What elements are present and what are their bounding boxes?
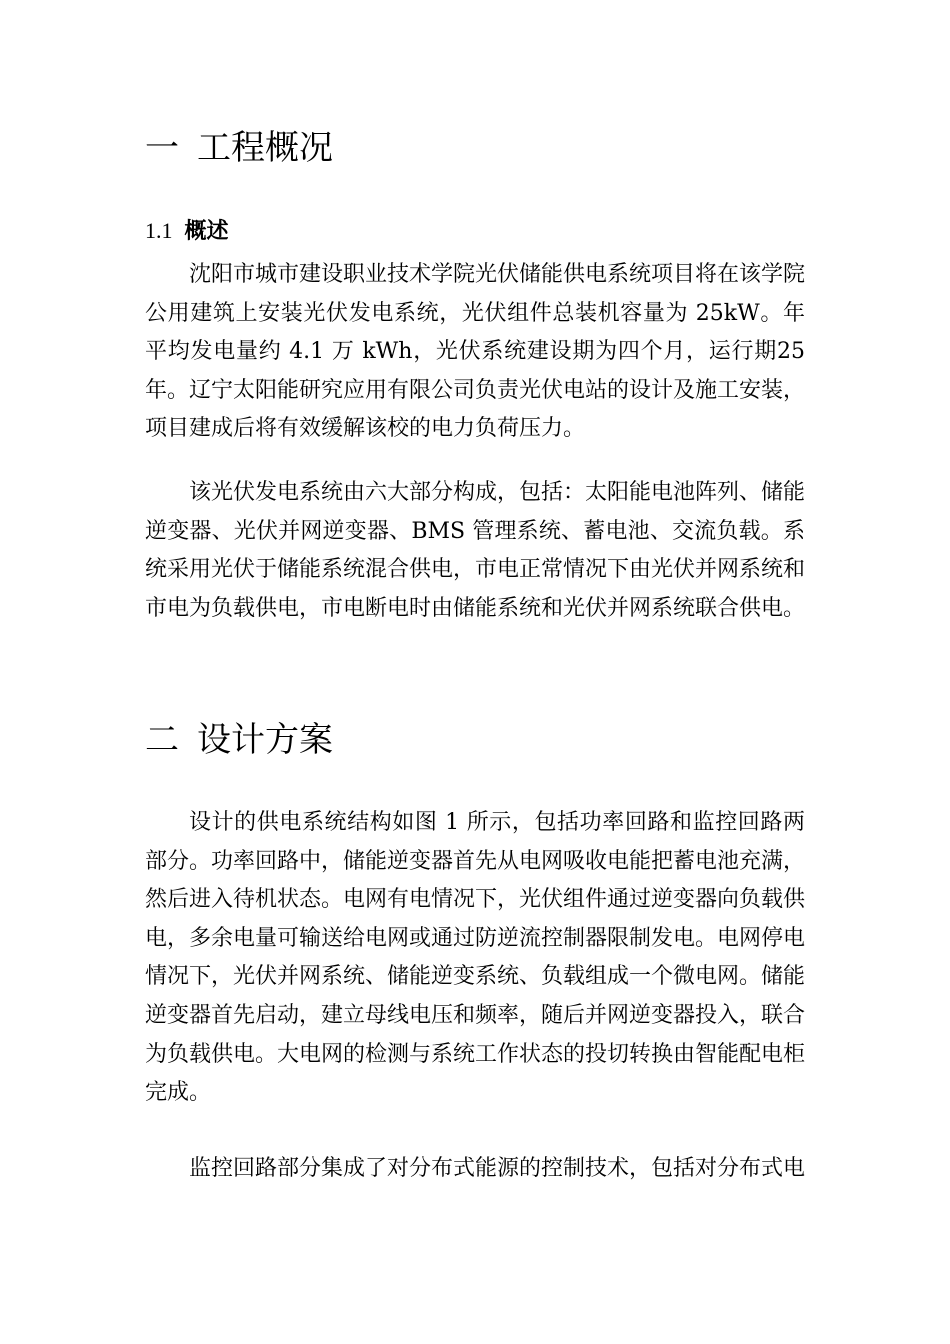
subsection-title: 概述: [184, 219, 229, 244]
body-paragraph: 监控回路部分集成了对分布式能源的控制技术，包括对分布式电: [189, 1156, 806, 1181]
body-paragraph: 设计的供电系统结构如图 1 所示，包括功率回路和监控回路两部分。功率回路中，储能逆变器首先从电网吸收电能把蓄电池充满，然后进入待机状态。电网有电情况下，光伏组件通过逆变器向负载供电，多余电量可输送给电网或通过防逆流控制器限制发电。电网停电情况下，光伏并网系统、储能逆变系统、负载组成一个微电网。储能逆变器首先启动，建立母线电压和频率，随后并网逆变器投入，联合为负载供电。大电网的检测与系统工作状态的投切转换由智能配电柜完成。: [145, 810, 806, 1106]
subsection-number: 1.1: [145, 218, 173, 243]
subsection-heading: [145, 214, 229, 249]
section-heading-1: [145, 128, 333, 168]
section-number: 二: [145, 720, 179, 760]
section-title: 设计方案: [197, 720, 333, 760]
section-heading-2: [145, 720, 333, 760]
body-paragraph: 该光伏发电系统由六大部分构成，包括：太阳能电池阵列、储能逆变器、光伏并网逆变器、BMS 管理系统、蓄电池、交流负载。系统采用光伏于储能系统混合供电，市电正常情况下由光伏并网系统和市电为负载供电，市电断电时由储能系统和光伏并网系统联合供电。: [145, 480, 806, 621]
body-paragraph: 沈阳市城市建设职业技术学院光伏储能供电系统项目将在该学院公用建筑上安装光伏发电系统，光伏组件总装机容量为 25kW。年平均发电量约 4.1 万 kWh，光伏系统建设期为四个月，运行期25 年。辽宁太阳能研究应用有限公司负责光伏电站的设计及施工安装，项目建成后将有效缓解该校的电力负荷压力。: [145, 262, 806, 442]
section-number: 一: [145, 128, 179, 168]
section-title: 工程概况: [197, 128, 333, 168]
